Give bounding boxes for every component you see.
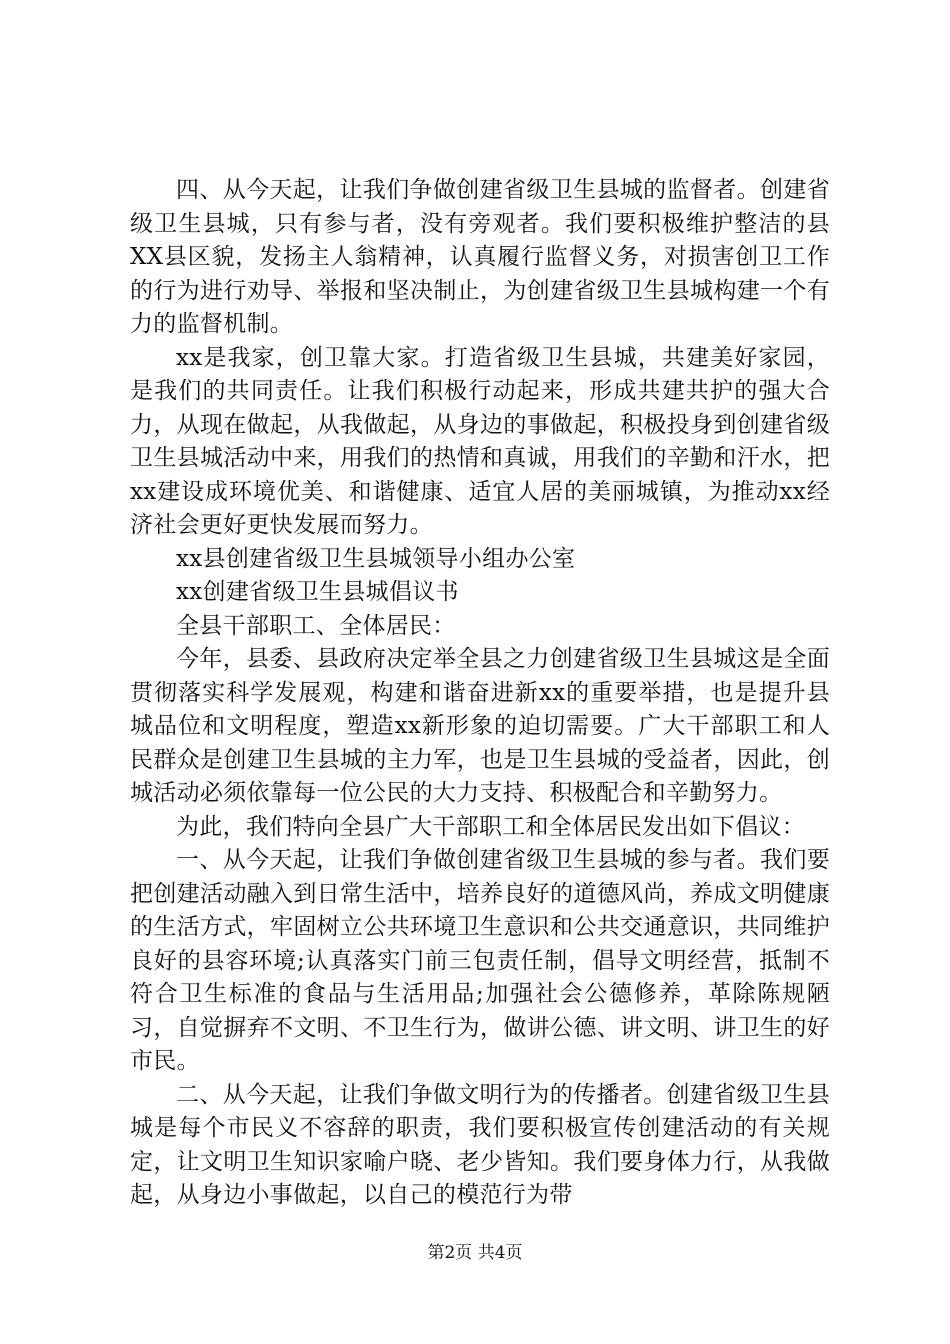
paragraph-salutation: 全县干部职工、全体居民： [176, 612, 456, 639]
paragraph-supervisor: 四、从今天起，让我们争做创建省级卫生县城的监督者。创建省级卫生县城，只有参与者，没有旁观者。我们要积极维护整洁的县XX县区貌，发扬主人翁精神，认真履行监督义务，对损害创卫工作的行为进行劝导、举报和坚决制止，为创建省级卫生县城构建一个有力的监督机制。 [130, 177, 830, 337]
paragraph-intro: 今年，县委、县政府决定举全县之力创建省级卫生县城这是全面贯彻落实科学发展观，构建和谐奋进新xx的重要举措，也是提升县城品位和文明程度，塑造xx新形象的迫切需要。广大干部职工和人民群众是创建卫生县城的主力军，也是卫生县城的受益者，因此，创城活动必须依靠每一位公民的大力支持、积极配合和辛勤努力。 [130, 646, 830, 806]
paragraph-proposal-title: xx创建省级卫生县城倡议书 [176, 579, 459, 605]
paragraph-propagator: 二、从今天起，让我们争做文明行为的传播者。创建省级卫生县城是每个市民义不容辞的职责，我们要积极宣传创建活动的有关规定，让文明卫生知识家喻户晓、老少皆知。我们要身体力行，从我做起，从身边小事做起，以自己的模范行为带 [130, 1081, 830, 1208]
paragraph-proposal-lead: 为此，我们特向全县广大干部职工和全体居民发出如下倡议： [176, 813, 806, 840]
paragraph-participant: 一、从今天起，让我们争做创建省级卫生县城的参与者。我们要把创建活动融入到日常生活中，培养良好的道德风尚，养成文明健康的生活方式，牢固树立公共环境卫生意识和公共交通意识，共同维护良好的县容环境;认真落实门前三包责任制，倡导文明经营，抵制不符合卫生标准的食品与生活用品;加强社会公德修养，革除陈规陋习，自觉摒弃不文明、不卫生行为，做讲公德、讲文明、讲卫生的好市民。 [130, 847, 830, 1074]
document-body [130, 174, 830, 1213]
paragraph-signature-office: xx县创建省级卫生县城领导小组办公室 [176, 545, 576, 572]
paragraph-call-to-action: xx是我家，创卫靠大家。打造省级卫生县城，共建美好家园，是我们的共同责任。让我们积极行动起来，形成共建共护的强大合力，从现在做起，从我做起，从身边的事做起，积极投身到创建省级卫生县城活动中来，用我们的热情和真诚，用我们的辛勤和汗水，把xx建设成环境优美、和谐健康、适宜人居的美丽城镇，为推动xx经济社会更好更快发展而努力。 [130, 344, 830, 538]
page-footer: 第2页 共4页 [427, 1243, 523, 1263]
